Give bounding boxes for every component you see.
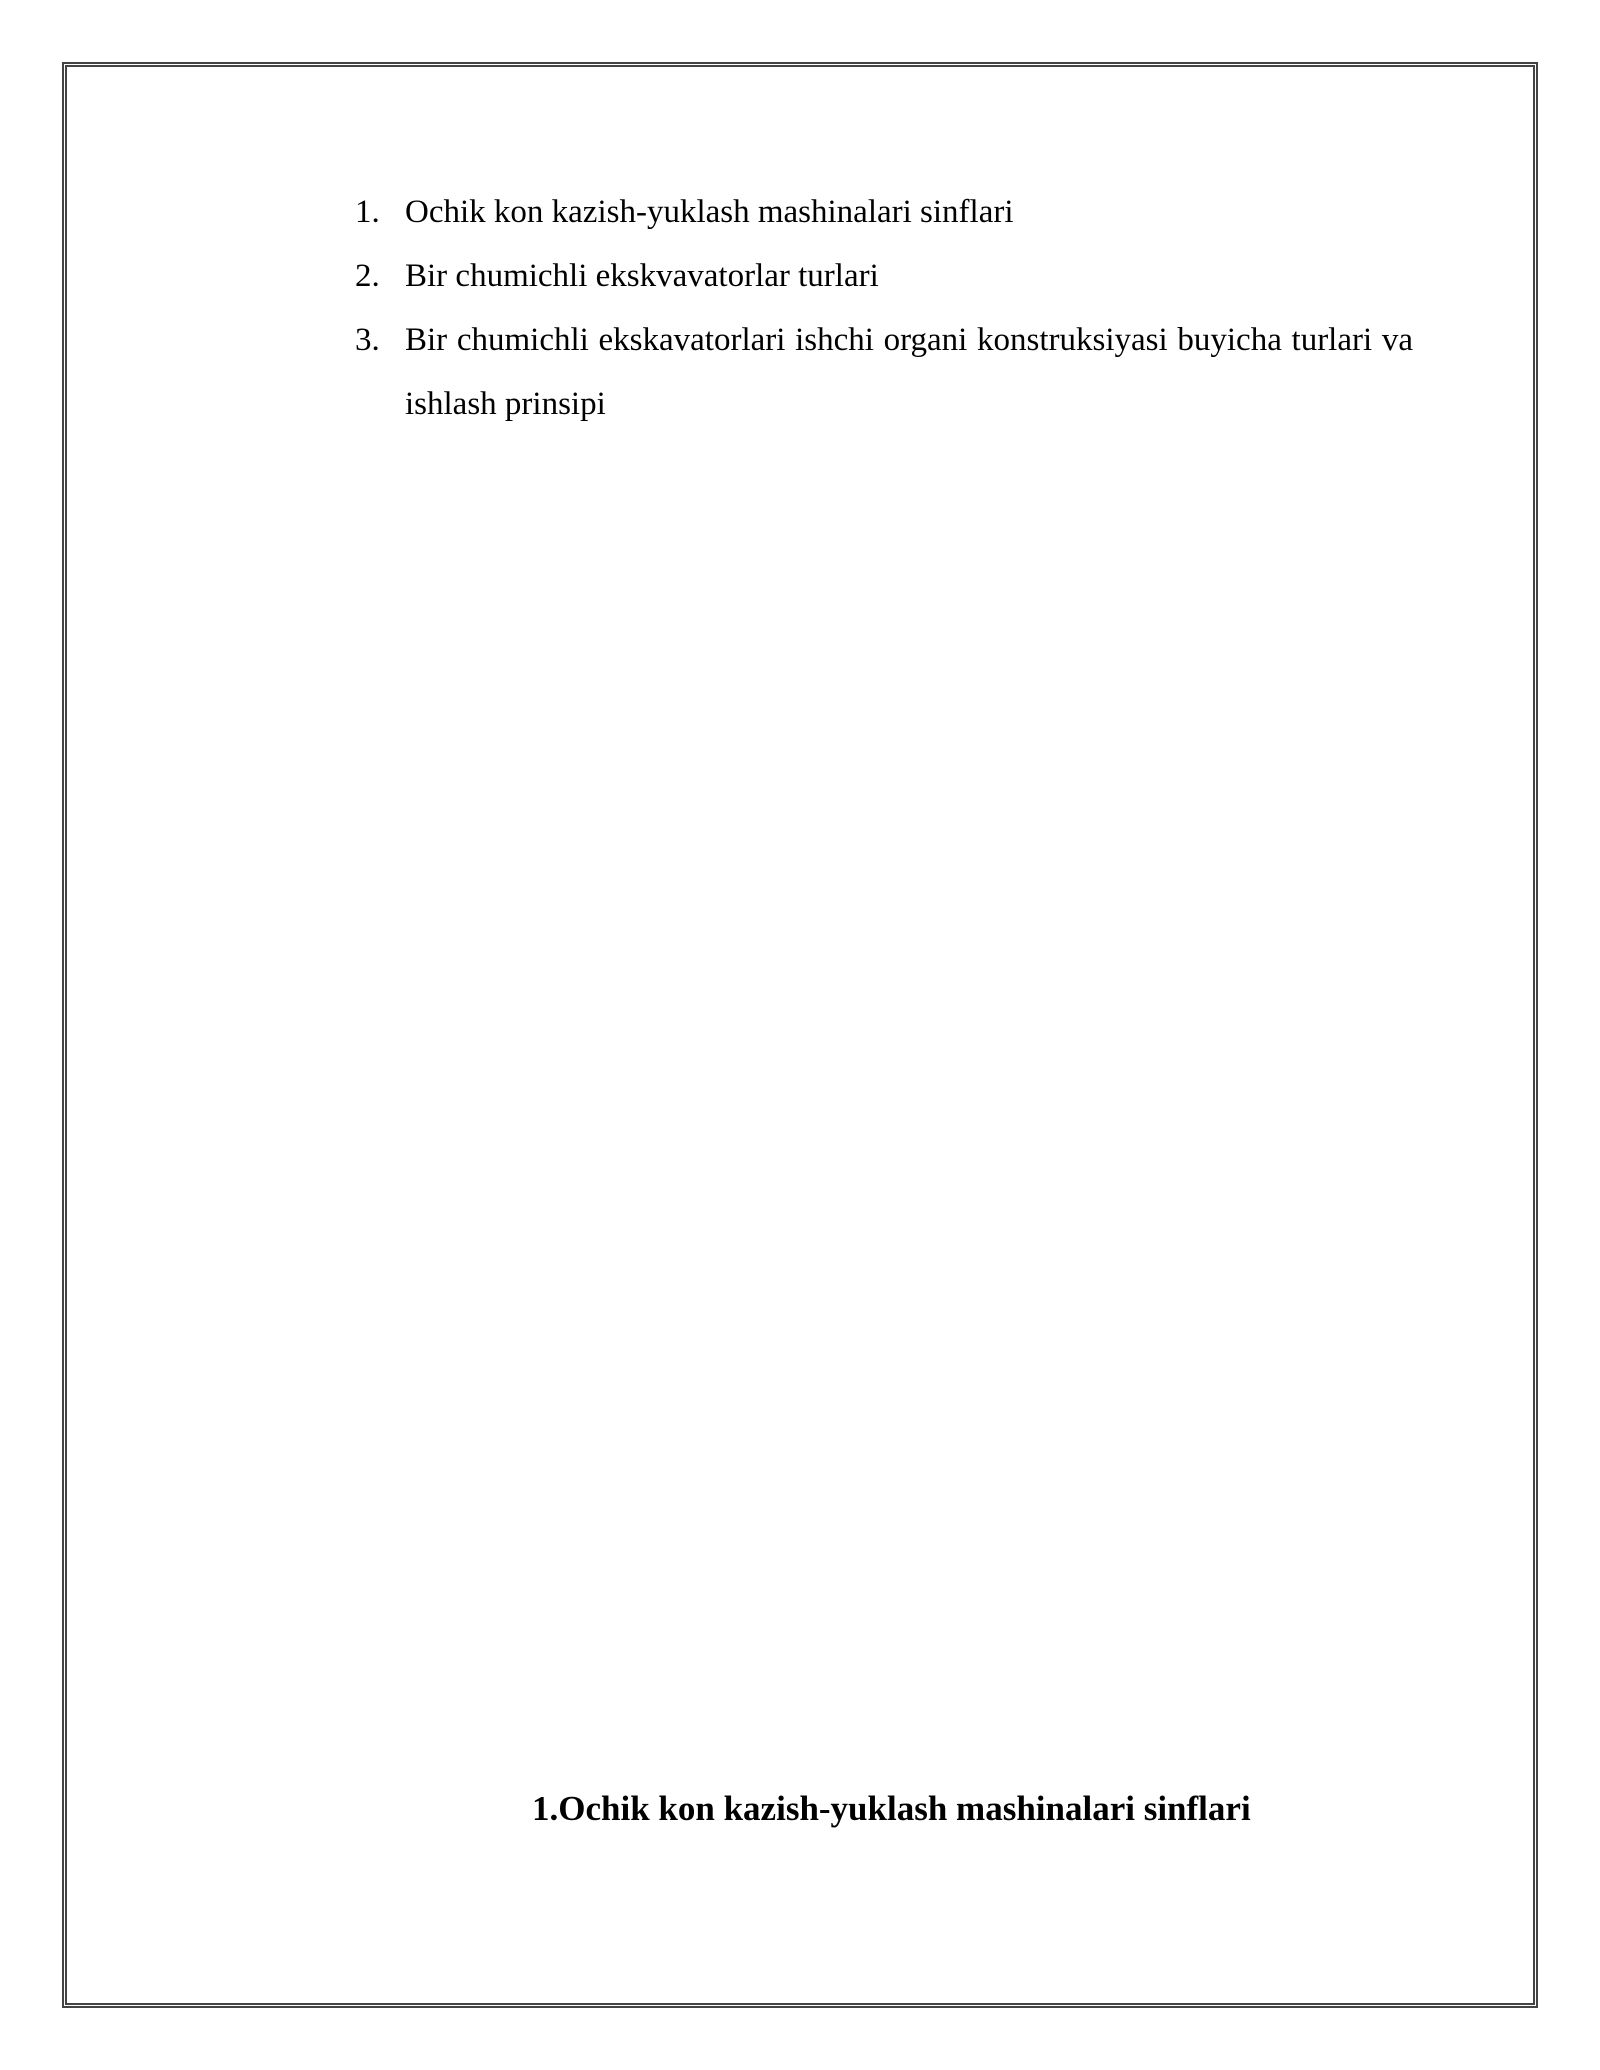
list-item-text: Bir chumichli ekskavatorlari ishchi organi konstruksiyasi buyicha turlari va ishlash prinsipi — [405, 322, 1413, 422]
list-item — [355, 308, 1413, 436]
list-item-number: 1. — [355, 194, 380, 230]
section-heading: 1.Ochik kon kazish-yuklash mashinalari sinflari — [532, 1789, 1251, 1828]
list-item-number: 3. — [355, 322, 380, 358]
list-item-text: Bir chumichli ekskvavatorlar turlari — [405, 258, 879, 294]
list-item — [355, 180, 1413, 244]
list-item-text: Ochik kon kazish-yuklash mashinalari sinflari — [405, 194, 1014, 230]
list-item-number: 2. — [355, 258, 380, 294]
table-of-contents — [355, 180, 1413, 436]
list-item — [355, 244, 1413, 308]
